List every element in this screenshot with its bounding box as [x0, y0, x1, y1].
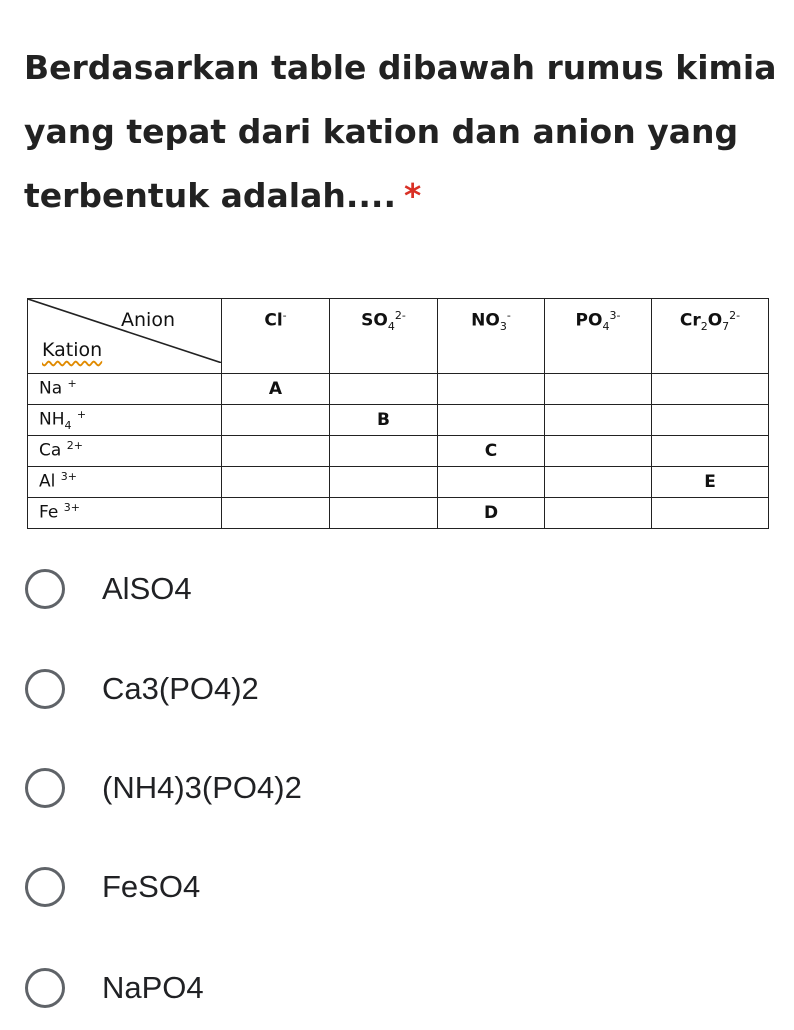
table-cell: [545, 498, 652, 529]
option-label: NaPO4: [102, 970, 204, 1005]
anion-header-label: Anion: [121, 309, 175, 331]
table-header-row: [28, 299, 769, 374]
table-cell: A: [222, 374, 330, 405]
answer-option-1[interactable]: [20, 559, 760, 619]
question-title: [24, 36, 784, 228]
anion-header: $SO_4^{2-}$: [330, 299, 438, 374]
kation-header-label: Kation: [42, 339, 103, 361]
table-row: [28, 374, 769, 405]
table-cell: [545, 436, 652, 467]
table-cell: [545, 374, 652, 405]
table-cell: [330, 467, 438, 498]
ion-table: [27, 298, 769, 529]
table-cell: [652, 498, 769, 529]
table-cell: [652, 374, 769, 405]
table-cell: B: [330, 405, 438, 436]
table-cell: [438, 467, 545, 498]
table-row: [28, 436, 769, 467]
table-cell: [438, 405, 545, 436]
cation-label: $NH_4$ +: [28, 405, 222, 436]
table-cell: C: [438, 436, 545, 467]
table-cell: [222, 498, 330, 529]
cation-label: Na +: [28, 374, 222, 405]
cation-label: Al $^{3+}$: [28, 467, 222, 498]
table-cell: [438, 374, 545, 405]
table-row: [28, 498, 769, 529]
radio-button[interactable]: [25, 569, 65, 609]
table-cell: E: [652, 467, 769, 498]
table-cell: [545, 405, 652, 436]
table-cell: [330, 436, 438, 467]
table-cell: [545, 467, 652, 498]
table-cell: [330, 374, 438, 405]
table-cell: [222, 436, 330, 467]
option-label: (NH4)3(PO4)2: [102, 770, 302, 805]
radio-button[interactable]: [25, 867, 65, 907]
required-asterisk: *: [404, 176, 422, 215]
cation-label: Fe $^{3+}$: [28, 498, 222, 529]
answer-option-2[interactable]: [20, 659, 760, 719]
table-row: [28, 405, 769, 436]
table-cell: D: [438, 498, 545, 529]
cation-label: Ca $^{2+}$: [28, 436, 222, 467]
answer-option-4[interactable]: [20, 857, 760, 917]
table-cell: [222, 405, 330, 436]
table-cell: [330, 498, 438, 529]
option-label: Ca3(PO4)2: [102, 671, 259, 706]
answer-option-3[interactable]: [20, 758, 760, 818]
table-row: [28, 467, 769, 498]
radio-button[interactable]: [25, 968, 65, 1008]
answer-option-5[interactable]: [20, 958, 760, 1018]
option-label: AlSO4: [102, 571, 192, 606]
table-cell: [222, 467, 330, 498]
table-cell: [652, 436, 769, 467]
anion-header: $PO_4^{3-}$: [545, 299, 652, 374]
anion-header: $NO_3^-$: [438, 299, 545, 374]
anion-header: $Cr_2O_7^{2-}$: [652, 299, 769, 374]
option-label: FeSO4: [102, 869, 201, 904]
anion-header: Cl-: [222, 299, 330, 374]
table-cell: [652, 405, 769, 436]
radio-button[interactable]: [25, 669, 65, 709]
corner-cell: [28, 299, 222, 374]
radio-button[interactable]: [25, 768, 65, 808]
question-text: Berdasarkan table dibawah rumus kimia yang tepat dari kation dan anion yang terbentuk adalah....: [24, 48, 777, 215]
